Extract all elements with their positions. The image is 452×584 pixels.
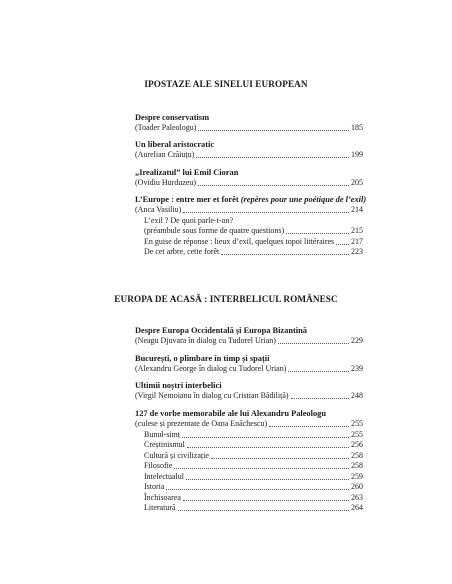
page-number: 223	[351, 247, 363, 256]
dot-leader	[336, 244, 349, 245]
subentry-line	[135, 226, 363, 237]
page-number: 214	[351, 205, 363, 214]
dot-leader	[183, 500, 349, 501]
toc-entry	[135, 381, 363, 402]
toc-entry	[135, 354, 363, 375]
entry-author: (Aurelian Crăiuțu)	[135, 150, 195, 159]
subentry-line	[135, 247, 363, 258]
page-number: 205	[351, 178, 363, 187]
dot-leader	[221, 254, 349, 255]
entry-author: (Virgil Nemoianu în dialog cu Cristian Bădiliță)	[135, 391, 289, 400]
page-number: 199	[351, 150, 363, 159]
subentry-line	[135, 503, 363, 514]
entry-author-line	[135, 419, 363, 430]
entry-title: „Irealizatul” lui Emil Cioran	[135, 168, 239, 177]
dot-leader	[198, 130, 349, 131]
dot-leader	[269, 426, 349, 427]
dot-leader	[187, 447, 349, 448]
page-number: 263	[351, 492, 363, 502]
subentry-line	[135, 430, 363, 441]
subentry-text: Istoria	[144, 482, 165, 491]
subentry-text: De cet arbre, cette forêt	[144, 247, 220, 256]
toc-entry	[135, 168, 363, 189]
entry-title-main: L’Europe : entre mer et forêt	[135, 195, 239, 204]
entry-author-line	[135, 336, 363, 347]
subentry-line	[135, 440, 363, 451]
dot-leader	[166, 489, 349, 490]
dot-leader	[211, 458, 349, 459]
dot-leader	[183, 212, 349, 213]
entry-title: București, o plimbare în timp și spații	[135, 354, 270, 363]
entry-author: (Neagu Djuvara în dialog cu Tudorel Urian)	[135, 336, 276, 345]
entry-author-line	[135, 205, 363, 216]
entry-title: Despre conservatism	[135, 113, 210, 122]
subentry-text: Filosofie	[144, 461, 173, 470]
page-number: 258	[351, 450, 363, 460]
dot-leader	[174, 468, 349, 469]
subentry-line	[135, 461, 363, 472]
page-number: 217	[351, 236, 363, 246]
subentry-line	[135, 482, 363, 493]
entry-author-line	[135, 150, 363, 161]
subentry-text: (préambule sous forme de quatre questions)	[144, 226, 285, 235]
page-number: 229	[351, 336, 363, 345]
toc-entry	[135, 409, 363, 514]
entry-author: (Toader Paleologu)	[135, 123, 197, 132]
subentry-text: Literatură	[144, 503, 176, 512]
page-number: 264	[351, 503, 363, 512]
entry-author: (Ovidiu Hurduzeu)	[135, 178, 197, 187]
dot-leader	[288, 371, 349, 372]
toc-entry	[135, 140, 363, 161]
page-number: 185	[351, 123, 363, 132]
entry-author-line	[135, 391, 363, 402]
entry-author-line	[135, 364, 363, 375]
entry-author-line	[135, 178, 363, 189]
dot-leader	[278, 343, 349, 344]
entry-author: (Anca Vasiliu)	[135, 205, 182, 214]
toc-entry	[135, 195, 367, 258]
subentry-line	[135, 472, 363, 483]
toc-entry	[135, 326, 363, 347]
subentry-line	[135, 493, 363, 504]
entry-author: (Alexandru George în dialog cu Tudorel Urian)	[135, 364, 287, 373]
page-number: 260	[351, 482, 363, 491]
dot-leader	[291, 398, 349, 399]
entry-title: 127 de vorbe memorabile ale lui Alexandru Paleologu	[135, 409, 326, 418]
toc-entry	[135, 113, 363, 134]
page-number: 239	[351, 364, 363, 373]
section-title: IPOSTAZE ALE SINELUI EUROPEAN	[144, 79, 308, 89]
dot-leader	[198, 185, 349, 186]
subentry-text: En guise de réponse : lieux d’exil, quelques topoi littéraires	[144, 236, 335, 246]
dot-leader	[196, 157, 349, 158]
page-number: 248	[351, 391, 363, 400]
page-number: 215	[351, 226, 363, 235]
entry-title: Un liberal aristocratic	[135, 140, 215, 149]
entry-author: (culese și prezentate de Oana Enăchescu)	[135, 419, 268, 428]
subentry-line	[135, 237, 363, 248]
entry-title	[135, 195, 367, 205]
page-number: 259	[351, 471, 363, 481]
section-title: EUROPA DE ACASĂ : INTERBELICUL ROMÂNESC	[114, 294, 338, 304]
subentry-text: Închisoarea	[144, 492, 181, 502]
dot-leader	[182, 437, 349, 438]
page-number: 256	[351, 440, 363, 449]
subentry-text: Intelectualul	[144, 471, 184, 481]
dot-leader	[186, 479, 349, 480]
subentry-line	[135, 451, 363, 462]
subentry-text: Cultură și civilizație	[144, 450, 209, 460]
page-number: 255	[351, 419, 363, 428]
entry-author-line	[135, 123, 363, 134]
page-number: 258	[351, 461, 363, 470]
dot-leader	[286, 233, 349, 234]
entry-title: Ultimii noștri interbelici	[135, 381, 222, 390]
subentry-text: Bunul-simț	[144, 429, 181, 439]
dot-leader	[178, 510, 349, 511]
entry-title-italic: (repères pour une poétique de l’exil)	[240, 195, 367, 204]
page-number: 255	[351, 429, 363, 439]
subentry-text: L’exil ? De quoi parle-t-on?	[144, 215, 234, 225]
subentry-text: Creștinismul	[144, 440, 185, 449]
entry-title: Despre Europa Occidentală și Europa Bizantină	[135, 326, 307, 335]
